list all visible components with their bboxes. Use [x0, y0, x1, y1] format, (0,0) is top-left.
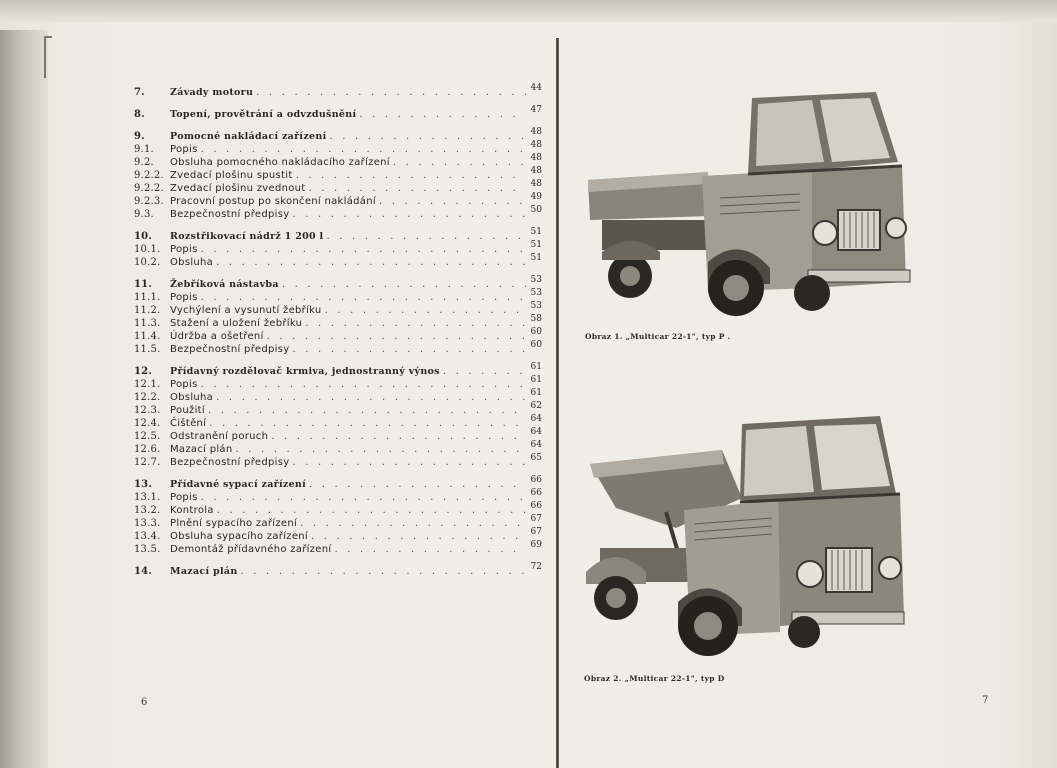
toc-page-number: 67: [530, 514, 542, 524]
toc-page-number: 61: [530, 375, 542, 385]
toc-title: Mazací plán: [170, 444, 233, 455]
toc-number: 9.2.2.: [134, 170, 164, 181]
toc-subsection-row: [134, 401, 542, 417]
toc-number: 12.4.: [134, 418, 161, 429]
toc-number: 9.3.: [134, 209, 154, 220]
toc-number: 12.2.: [134, 392, 161, 403]
toc-number: 14.: [134, 566, 152, 577]
table-of-contents: [134, 85, 542, 578]
toc-leader-dots: [213, 256, 526, 269]
toc-title: Obsluha: [170, 392, 214, 403]
toc-title: Topení, provětrání a odvzdušnění: [170, 109, 357, 120]
toc-page-number: 48: [530, 166, 542, 176]
toc-title: Popis: [170, 379, 198, 390]
toc-subsection-row: [134, 453, 542, 469]
toc-page-number: 64: [530, 427, 542, 437]
toc-leader-dots: [206, 417, 526, 430]
toc-leader-dots: [289, 208, 526, 221]
toc-section-row: [134, 85, 542, 99]
toc-title: Čištění: [170, 418, 207, 429]
toc-leader-dots: [322, 304, 526, 317]
scan-left-edge: [0, 30, 48, 768]
toc-title: Bezpečnostní předpisy: [170, 209, 290, 220]
toc-leader-dots: [323, 230, 526, 243]
toc-title: Rozstřikovací nádrž 1 200 l: [170, 231, 324, 242]
toc-subsection-row: [134, 240, 542, 256]
toc-subsection-row: [134, 140, 542, 156]
toc-page-number: 62: [530, 401, 542, 411]
toc-leader-dots: [198, 291, 526, 304]
toc-leader-dots: [213, 391, 526, 404]
toc-page-number: 69: [530, 540, 542, 550]
toc-number: 11.: [134, 279, 152, 290]
toc-subsection-row: [134, 427, 542, 443]
toc-number: 9.2.2.: [134, 183, 164, 194]
toc-title: Pomocné nakládací zařízení: [170, 131, 327, 142]
toc-leader-dots: [376, 195, 526, 208]
toc-page-number: 50: [530, 205, 542, 215]
toc-subsection-row: [134, 205, 542, 221]
toc-number: 12.: [134, 366, 152, 377]
toc-section-row: [134, 107, 542, 121]
toc-page-number: 60: [530, 327, 542, 337]
toc-page-number: 64: [530, 440, 542, 450]
toc-title: Mazací plán: [170, 566, 238, 577]
toc-number: 9.1.: [134, 144, 154, 155]
toc-page-number: 51: [530, 240, 542, 250]
toc-number: 13.3.: [134, 518, 161, 529]
toc-number: 11.4.: [134, 331, 161, 342]
toc-subsection-row: [134, 166, 542, 182]
toc-page-number: 49: [530, 192, 542, 202]
toc-number: 12.1.: [134, 379, 161, 390]
toc-leader-dots: [289, 343, 526, 356]
toc-title: Popis: [170, 244, 198, 255]
toc-leader-dots: [289, 456, 526, 469]
toc-page-number: 61: [530, 362, 542, 372]
toc-title: Použití: [170, 405, 205, 416]
corner-mark: [44, 36, 52, 78]
toc-leader-dots: [390, 156, 526, 169]
toc-page-number: 58: [530, 314, 542, 324]
toc-title: Přídavný rozdělovač krmiva, jednostranný výnos: [170, 366, 440, 377]
toc-number: 8.: [134, 109, 145, 120]
figure-1-truck-image: [580, 88, 915, 328]
toc-page-number: 48: [530, 127, 542, 137]
toc-leader-dots: [198, 143, 526, 156]
toc-title: Zvedací plošinu spustit: [170, 170, 293, 181]
toc-title: Bezpečnostní předpisy: [170, 344, 290, 355]
right-page-number: 7: [982, 695, 989, 706]
toc-number: 10.: [134, 231, 152, 242]
toc-page-number: 51: [530, 227, 542, 237]
toc-page-number: 44: [530, 83, 542, 93]
toc-leader-dots: [293, 169, 526, 182]
toc-title: Popis: [170, 292, 198, 303]
toc-number: 13.4.: [134, 531, 161, 542]
toc-leader-dots: [306, 478, 526, 491]
toc-title: Stažení a uložení žebříku: [170, 318, 303, 329]
toc-subsection-row: [134, 388, 542, 404]
toc-subsection-row: [134, 375, 542, 391]
toc-title: Popis: [170, 144, 198, 155]
toc-page-number: 67: [530, 527, 542, 537]
toc-page-number: 60: [530, 340, 542, 350]
toc-title: Demontáž přídavného zařízení: [170, 544, 332, 555]
toc-title: Obsluha sypacího zařízení: [170, 531, 308, 542]
toc-page-number: 64: [530, 414, 542, 424]
toc-section-row: [134, 129, 542, 143]
toc-number: 11.5.: [134, 344, 161, 355]
toc-subsection-row: [134, 301, 542, 317]
toc-title: Vychýlení a vysunutí žebříku: [170, 305, 322, 316]
toc-title: Plnění sypacího zařízení: [170, 518, 298, 529]
toc-page-number: 48: [530, 153, 542, 163]
toc-page-number: 72: [530, 562, 542, 572]
toc-page-number: 66: [530, 488, 542, 498]
toc-leader-dots: [306, 182, 526, 195]
toc-page-number: 66: [530, 475, 542, 485]
toc-section-row: [134, 564, 542, 578]
toc-title: Zvedací plošinu zvednout: [170, 183, 306, 194]
toc-number: 9.2.3.: [134, 196, 164, 207]
toc-section-row: [134, 277, 542, 291]
toc-leader-dots: [253, 86, 526, 99]
toc-page-number: 66: [530, 501, 542, 511]
toc-page-number: 48: [530, 179, 542, 189]
toc-title: Žebříková nástavba: [170, 279, 279, 290]
toc-leader-dots: [238, 565, 526, 578]
toc-number: 12.7.: [134, 457, 161, 468]
toc-page-number: 53: [530, 301, 542, 311]
toc-number: 12.3.: [134, 405, 161, 416]
toc-number: 11.3.: [134, 318, 161, 329]
toc-title: Závady motoru: [170, 87, 254, 98]
toc-title: Obsluha: [170, 257, 214, 268]
scan-top-band: [0, 0, 1057, 22]
figure-2-caption: Obraz 2. „Multicar 22-1", typ D: [584, 674, 725, 683]
toc-subsection-row: [134, 488, 542, 504]
toc-subsection-row: [134, 288, 542, 304]
toc-subsection-row: [134, 253, 542, 269]
toc-leader-dots: [232, 443, 526, 456]
toc-leader-dots: [297, 517, 526, 530]
toc-title: Kontrola: [170, 505, 214, 516]
toc-leader-dots: [308, 530, 526, 543]
toc-leader-dots: [205, 404, 526, 417]
toc-number: 11.2.: [134, 305, 161, 316]
toc-number: 13.1.: [134, 492, 161, 503]
toc-number: 9.2.: [134, 157, 154, 168]
toc-subsection-row: [134, 440, 542, 456]
toc-section-row: [134, 229, 542, 243]
toc-title: Přídavné sypací zařízení: [170, 479, 307, 490]
book-gutter: [556, 38, 559, 768]
toc-title: Odstranění poruch: [170, 431, 269, 442]
toc-title: Pracovní postup po skončení nakládání: [170, 196, 376, 207]
toc-leader-dots: [198, 378, 526, 391]
toc-subsection-row: [134, 327, 542, 343]
toc-subsection-row: [134, 153, 542, 169]
toc-number: 12.5.: [134, 431, 161, 442]
toc-leader-dots: [264, 330, 526, 343]
toc-subsection-row: [134, 501, 542, 517]
toc-number: 9.: [134, 131, 145, 142]
toc-subsection-row: [134, 414, 542, 430]
toc-page-number: 51: [530, 253, 542, 263]
toc-title: Obsluha pomocného nakládacího zařízení: [170, 157, 390, 168]
toc-number: 13.2.: [134, 505, 161, 516]
toc-leader-dots: [356, 108, 526, 121]
toc-section-row: [134, 477, 542, 491]
left-page-number: 6: [141, 697, 148, 708]
toc-leader-dots: [198, 491, 526, 504]
figure-2-truck-image: [586, 412, 911, 667]
toc-leader-dots: [198, 243, 526, 256]
toc-page-number: 47: [530, 105, 542, 115]
toc-title: Bezpečnostní předpisy: [170, 457, 290, 468]
toc-page-number: 48: [530, 140, 542, 150]
toc-number: 7.: [134, 87, 145, 98]
toc-leader-dots: [214, 504, 526, 517]
toc-title: Údržba a ošetření: [170, 331, 264, 342]
toc-subsection-row: [134, 514, 542, 530]
toc-number: 10.2.: [134, 257, 161, 268]
toc-page-number: 61: [530, 388, 542, 398]
toc-leader-dots: [440, 365, 526, 378]
toc-page-number: 65: [530, 453, 542, 463]
figure-1-caption: Obraz 1. „Multicar 22-1", typ P .: [585, 332, 731, 341]
toc-subsection-row: [134, 192, 542, 208]
toc-leader-dots: [331, 543, 526, 556]
toc-page-number: 53: [530, 275, 542, 285]
toc-subsection-row: [134, 179, 542, 195]
toc-number: 11.1.: [134, 292, 161, 303]
toc-leader-dots: [268, 430, 526, 443]
toc-subsection-row: [134, 527, 542, 543]
toc-subsection-row: [134, 540, 542, 556]
toc-number: 13.5.: [134, 544, 161, 555]
toc-leader-dots: [279, 278, 526, 291]
toc-subsection-row: [134, 314, 542, 330]
toc-number: 13.: [134, 479, 152, 490]
toc-number: 10.1.: [134, 244, 161, 255]
toc-page-number: 53: [530, 288, 542, 298]
toc-number: 12.6.: [134, 444, 161, 455]
toc-section-row: [134, 364, 542, 378]
toc-subsection-row: [134, 340, 542, 356]
toc-leader-dots: [326, 130, 526, 143]
toc-title: Popis: [170, 492, 198, 503]
toc-leader-dots: [302, 317, 526, 330]
